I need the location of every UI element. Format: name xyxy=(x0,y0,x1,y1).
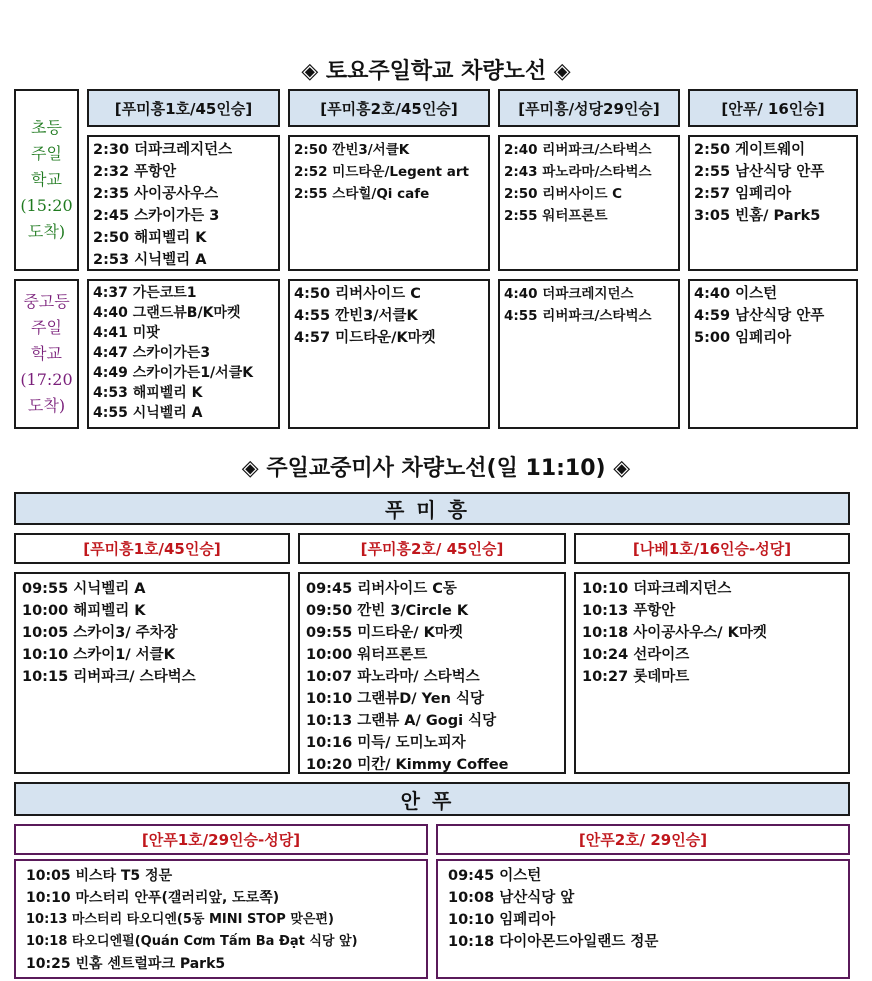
route-stop: 2:57 임페리아 xyxy=(694,186,792,202)
route-stop: 10:15 리버파크/ 스타벅스 xyxy=(22,669,196,685)
sunday-route-nhabe xyxy=(574,572,850,774)
saturday-title: ◈ 토요주일학교 차량노선 ◈ xyxy=(301,59,571,84)
route-stop: 10:25 빈홈 센트럴파크 Park5 xyxy=(26,956,226,972)
sunday-header-phumyhung1: [푸미흥1호/45인승] xyxy=(14,533,290,564)
route-stop: 4:57 미드타운/K마켓 xyxy=(294,330,436,346)
middle-route-phumyhung1 xyxy=(87,279,280,429)
route-stop: 2:55 남산식당 안푸 xyxy=(694,164,825,180)
saturday-header-phumyhung1: [푸미흥1호/45인승] xyxy=(87,89,280,127)
route-stop: 10:13 푸항안 xyxy=(582,603,676,619)
middle-high-label-line: (17:20 xyxy=(20,370,73,389)
route-stop: 10:16 미득/ 도미노피자 xyxy=(306,735,466,751)
route-stop: 10:05 비스타 T5 정문 xyxy=(26,868,173,884)
route-stop: 09:55 시닉벨리 A xyxy=(22,581,146,597)
route-stop: 5:00 임페리아 xyxy=(694,330,792,346)
route-stop: 2:55 워터프론트 xyxy=(504,208,608,224)
sunday-header-anphu2: [안푸2호/ 29인승] xyxy=(436,824,850,855)
route-stop: 4:50 리버사이드 C xyxy=(294,286,421,302)
route-stop: 10:20 미칸/ Kimmy Coffee xyxy=(306,757,509,773)
route-stop: 3:05 빈홈/ Park5 xyxy=(694,208,821,224)
sunday-title: ◈ 주일교중미사 차량노선(일 11:10) ◈ xyxy=(241,456,631,481)
route-stop: 4:40 이스턴 xyxy=(694,286,778,302)
middle-route-anphu xyxy=(688,279,858,429)
route-stop: 10:10 임페리아 xyxy=(448,912,556,928)
elementary-route-parish xyxy=(498,135,680,271)
route-stop: 4:40 더파크레지던스 xyxy=(504,286,634,302)
saturday-header-anphu: [안푸/ 16인승] xyxy=(688,89,858,127)
route-stop: 10:08 남산식당 앞 xyxy=(448,890,575,906)
elementary-label-line: 도착) xyxy=(27,222,66,241)
route-stop: 10:13 그랜뷰 A/ Gogi 식당 xyxy=(306,713,497,729)
route-stop: 4:59 남산식당 안푸 xyxy=(694,308,825,324)
route-stop: 09:45 이스턴 xyxy=(448,868,542,884)
middle-high-label-line: 도착) xyxy=(27,396,66,415)
sunday-header-phumyhung2: [푸미흥2호/ 45인승] xyxy=(298,533,566,564)
route-stop: 10:10 스카이1/ 서클K xyxy=(22,647,175,663)
route-stop: 2:45 스카이가든 3 xyxy=(93,208,220,224)
route-stop: 2:35 사이공사우스 xyxy=(93,186,219,202)
route-stop: 4:40 그랜드뷰B/K마켓 xyxy=(93,305,241,321)
elementary-label-line: 초등 xyxy=(31,118,62,137)
route-stop: 4:55 리버파크/스타벅스 xyxy=(504,308,652,324)
anphu-bar: 안푸 xyxy=(14,782,850,816)
route-stop: 10:18 사이공사우스/ K마켓 xyxy=(582,625,767,641)
route-stop: 4:47 스카이가든3 xyxy=(93,345,211,361)
route-stop: 4:53 해피벨리 K xyxy=(93,385,203,401)
saturday-header-phumyhung2: [푸미흥2호/45인승] xyxy=(288,89,490,127)
route-stop: 2:53 시닉벨리 A xyxy=(93,252,207,268)
route-stop: 2:40 리버파크/스타벅스 xyxy=(504,142,652,158)
route-stop: 10:18 타오디엔펄(Quán Cơm Tấm Ba Đạt 식당 앞) xyxy=(26,934,358,949)
middle-route-parish xyxy=(498,279,680,429)
elementary-route-phumyhung1 xyxy=(87,135,280,271)
middle-high-label xyxy=(14,279,79,429)
route-stop: 2:50 리버사이드 C xyxy=(504,186,623,202)
sunday-route-phumyhung2 xyxy=(298,572,566,774)
middle-high-label-line: 주일 xyxy=(31,318,62,337)
route-stop: 10:00 해피벨리 K xyxy=(22,603,146,619)
elementary-label xyxy=(14,89,79,271)
elementary-label-line: (15:20 xyxy=(20,196,73,215)
route-stop: 10:18 다이아몬드아일랜드 정문 xyxy=(448,934,659,950)
elementary-route-anphu xyxy=(688,135,858,271)
route-stop: 2:32 푸항안 xyxy=(93,164,177,180)
route-stop: 10:10 그랜뷰D/ Yen 식당 xyxy=(306,691,484,707)
route-stop: 2:43 파노라마/스타벅스 xyxy=(504,164,652,180)
route-stop: 2:55 스타힐/Qi cafe xyxy=(294,186,430,202)
route-stop: 4:55 시닉벨리 A xyxy=(93,405,203,421)
route-stop: 2:30 더파크레지던스 xyxy=(93,142,233,158)
route-stop: 10:27 롯데마트 xyxy=(582,669,690,685)
route-stop: 2:50 깐빈3/서클K xyxy=(294,142,410,158)
route-stop: 2:50 해피벨리 K xyxy=(93,230,207,246)
route-stop: 10:00 워터프론트 xyxy=(306,647,428,663)
saturday-header-parish: [푸미흥/성당29인승] xyxy=(498,89,680,127)
route-stop: 09:50 깐빈 3/Circle K xyxy=(306,603,469,619)
route-stop: 4:55 깐빈3/서클K xyxy=(294,308,418,324)
sunday-route-anphu2 xyxy=(436,859,850,979)
route-stop: 10:05 스카이3/ 주차장 xyxy=(22,625,178,641)
sunday-header-nhabe: [나베1호/16인승-성당] xyxy=(574,533,850,564)
route-stop: 10:10 마스터리 안푸(갤러리앞, 도로쪽) xyxy=(26,890,280,906)
sunday-header-anphu1: [안푸1호/29인승-성당] xyxy=(14,824,428,855)
sunday-route-anphu1 xyxy=(14,859,428,979)
route-stop: 10:13 마스터리 타오디엔(5동 MINI STOP 맞은편) xyxy=(26,912,334,927)
route-stop: 2:50 게이트웨이 xyxy=(694,142,806,158)
middle-high-label-line: 중고등 xyxy=(23,292,70,311)
elementary-label-line: 주일 xyxy=(31,144,62,163)
sunday-route-phumyhung1 xyxy=(14,572,290,774)
route-stop: 10:24 선라이즈 xyxy=(582,647,690,663)
route-stop: 09:45 리버사이드 C동 xyxy=(306,581,457,597)
route-stop: 10:10 더파크레지던스 xyxy=(582,581,732,597)
middle-route-phumyhung2 xyxy=(288,279,490,429)
route-stop: 2:52 미드타운/Legent art xyxy=(294,164,469,180)
route-stop: 4:49 스카이가든1/서클K xyxy=(93,365,254,381)
phumyhung-bar: 푸미흥 xyxy=(14,492,850,525)
elementary-route-phumyhung2 xyxy=(288,135,490,271)
elementary-label-line: 학교 xyxy=(31,170,62,189)
route-stop: 10:07 파노라마/ 스타벅스 xyxy=(306,669,480,685)
route-stop: 09:55 미드타운/ K마켓 xyxy=(306,625,463,641)
route-stop: 4:41 미팟 xyxy=(93,325,160,341)
route-stop: 4:37 가든코트1 xyxy=(93,285,197,301)
middle-high-label-line: 학교 xyxy=(31,344,62,363)
